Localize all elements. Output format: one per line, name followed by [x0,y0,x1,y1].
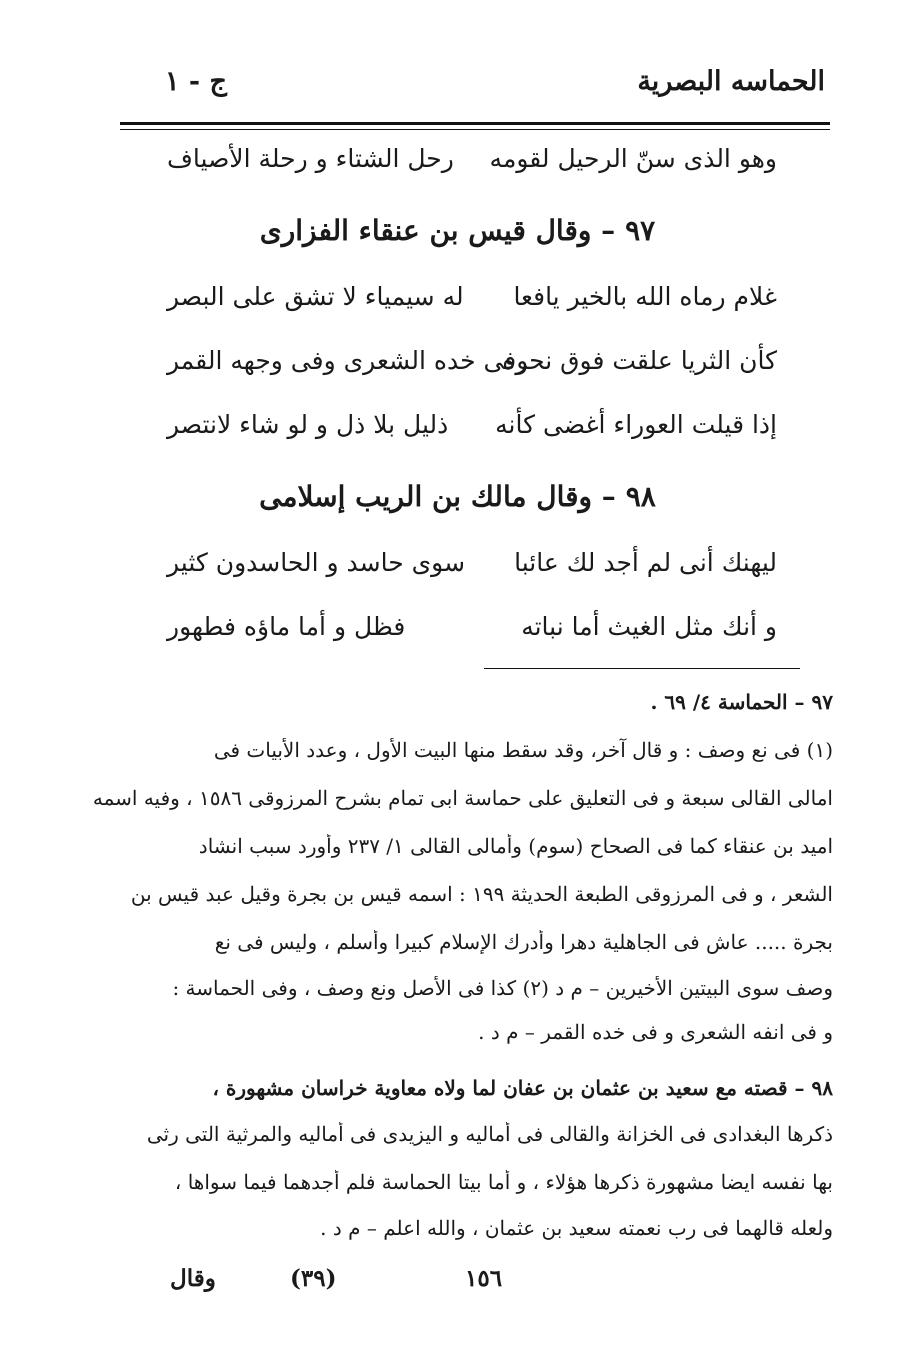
verse-first-hemistich: و أنك مثل الغيث أما نباته [521,612,777,641]
volume-label: ج - ١ [165,66,227,97]
footnote-line: ٩٧ – الحماسة ٤/ ٦٩ . [650,690,833,714]
footnote-line: و فى انفه الشعرى و فى خده القمر – م د . [478,1020,833,1044]
running-head [120,66,825,110]
verse-line [167,346,777,390]
footnote-line: امالى القالى سبعة و فى التعليق على حماسة ابى تمام بشرح المرزوقى ١٥٨٦ ، وفيه اسمه [92,786,833,810]
header-rule-thin [120,129,830,130]
verse-second-hemistich: سوى حاسد و الحاسدون كثير [167,548,466,577]
footnote-line: ذكرها البغدادى فى الخزانة والقالى فى أماليه و اليزيدى فى أماليه والمرثية التى رثى [146,1122,833,1146]
footnote-line: بها نفسه ايضا مشهورة ذكرها هؤلاء ، و أما بيتا الحماسة فلم أجدهما فيما سواها ، [174,1170,833,1194]
verse-second-hemistich: له سيمياء لا تشق على البصر [167,282,464,311]
verse-first-hemistich: وهو الذى سنّ الرحيل لقومه [489,144,777,173]
verse-second-hemistich: رحل الشتاء و رحلة الأصياف [167,144,454,173]
page-number: ١٥٦ [465,1265,503,1292]
header-rule [120,122,830,125]
footnote-rule [484,668,800,669]
footnote-line: بجرة ..... عاش فى الجاهلية دهرا وأدرك الإسلام كبيرا وأسلم ، وليس فى نع [214,930,833,954]
verse-line [167,612,777,656]
catchword: وقال [170,1265,216,1292]
verse-line [167,282,777,326]
poem-number: ٩٧ [625,214,656,247]
verse-first-hemistich: غلام رماه الله بالخير يافعا [513,282,777,311]
page-footer [150,1265,710,1305]
verse-second-hemistich: فظل و أما ماؤه فطهور [167,612,406,641]
verse-first-hemistich: كأن الثريا علقت فوق نحره [502,346,777,375]
verse-line [167,410,777,454]
verse-first-hemistich: إذا قيلت العوراء أغضى كأنه [495,410,777,439]
signature-mark: (٣٩) [290,1265,337,1292]
poem-heading-text: – وقال مالك بن الريب إسلامى [259,480,616,513]
poem-heading-97 [0,214,915,247]
verse-first-hemistich: ليهنك أنى لم أجد لك عائبا [514,548,777,577]
running-title: الحماسه البصرية [637,66,825,97]
footnote-line: (١) فى نع وصف : و قال آخر، وقد سقط منها البيت الأول ، وعدد الأبيات فى [213,738,833,762]
verse-second-hemistich: ذليل بلا ذل و لو شاء لانتصر [167,410,449,439]
verse-line [167,144,777,188]
footnote-line: وصف سوى البيتين الأخيرين – م د (٢) كذا فى الأصل ونع وصف ، وفى الحماسة : [172,976,833,1000]
poem-heading-98 [0,480,915,513]
footnote-line: اميد بن عنقاء كما فى الصحاح (سوم) وأمالى القالى ١/ ٢٣٧ وأورد سبب انشاد [198,834,833,858]
footnote-line: الشعر ، و فى المرزوقى الطبعة الحديثة ١٩٩ : اسمه قيس بن بجرة وقيل عبد قيس بن [130,882,833,906]
verse-line [167,548,777,592]
footnote-line: ٩٨ – قصته مع سعيد بن عثمان بن عفان لما ولاه معاوية خراسان مشهورة ، [212,1076,833,1100]
verse-second-hemistich: وفى خده الشعرى وفى وجهه القمر [167,346,529,375]
poem-heading-text: – وقال قيس بن عنقاء الفزارى [259,214,616,247]
footnote-line: ولعله قالهما فى رب نعمته سعيد بن عثمان ، والله اعلم – م د . [320,1216,833,1240]
poem-number: ٩٨ [625,480,656,513]
